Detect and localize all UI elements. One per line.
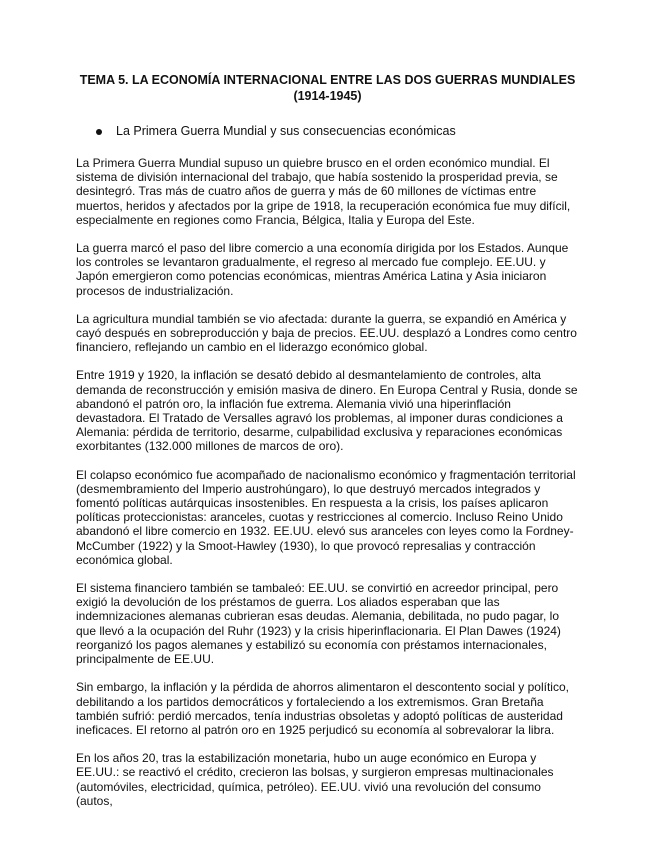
paragraph-2: La guerra marcó el paso del libre comercio a una economía dirigida por los Estados. Aunque los controles se levantaron gradualmente, el regreso al mercado fue complejo. EE.UU. y Japón emergieron como potencias económicas, mientras América Latina y Asia iniciaron procesos de industrialización. bbox=[76, 241, 569, 298]
title-line-1: TEMA 5. LA ECONOMÍA INTERNACIONAL ENTRE LAS DOS GUERRAS MUNDIALES bbox=[79, 73, 576, 87]
paragraph-3: La agricultura mundial también se vio afectada: durante la guerra, se expandió en América y cayó después en sobreproducción y baja de precios. EE.UU. desplazó a Londres como centro financiero, reflejando un cambio en el liderazgo económico global. bbox=[76, 311, 577, 355]
document-title bbox=[76, 72, 579, 104]
bullet-dot-icon bbox=[96, 129, 102, 135]
paragraph-1: La Primera Guerra Mundial supuso un quiebre brusco en el orden económico mundial. El sistema de división internacional del trabajo, que había sostenido la prosperidad previa, se desintegró. Tras más de cuatro años de guerra y más de 60 millones de víctimas entre muertos, heridos y afectados por la gripe de 1918, la recuperación económica fue muy difícil, especialmente en regiones como Francia, Bélgica, Italia y Europa del Este. bbox=[76, 156, 571, 227]
document-page bbox=[76, 72, 579, 822]
paragraph-6: El sistema financiero también se tambaleó: EE.UU. se convirtió en acreedor principal, pero exigió la devolución de los préstamos de guerra. Los aliados esperaban que las indemnizaciones alemanas cubrieran esas deudas. Alemania, debilitada, no pudo pagar, lo que llevó a la ocupación del Ruhr (1923) y la crisis hiperinflacionaria. El Plan Dawes (1924) reorganizó los pagos alemanes y estabilizó su economía con préstamos internacionales, principalmente de EE.UU. bbox=[76, 581, 561, 667]
paragraph-5: El colapso económico fue acompañado de nacionalismo económico y fragmentación territorial (desmembramiento del Imperio austrohúngaro), lo que destruyó mercados integrados y fomentó políticas autárquicas insostenibles. En respuesta a la crisis, los países aplicaron políticas proteccionistas: aranceles, cuotas y restricciones al comercio. Incluso Reino Unido abandonó el libre comercio en 1932. EE.UU. elevó sus aranceles con leyes como la Fordney-McCumber (1922) y la Smoot-Hawley (1930), lo que provocó represalias y contracción económica global. bbox=[76, 467, 576, 567]
paragraph-7: Sin embargo, la inflación y la pérdida de ahorros alimentaron el descontento social y político, debilitando a los partidos democráticos y fortaleciendo a los extremismos. Gran Bretaña también sufrió: perdió mercados, tenía industrias obsoletas y adoptó políticas de austeridad ineficaces. El retorno al patrón oro en 1925 perjudicó su economía al sobrevalorar la libra. bbox=[76, 680, 569, 737]
section-heading: La Primera Guerra Mundial y sus consecuencias económicas bbox=[116, 124, 456, 138]
title-line-2: (1914-1945) bbox=[293, 89, 362, 103]
paragraph-8: En los años 20, tras la estabilización monetaria, hubo un auge económico en Europa y EE.UU.: se reactivó el crédito, crecieron las bolsas, y surgieron empresas multinacionales (automóviles, electricidad, química, petróleo). EE.UU. vivió una revolución del consumo (autos, bbox=[76, 751, 554, 808]
section-bullet bbox=[96, 124, 579, 139]
paragraph-4: Entre 1919 y 1920, la inflación se desató debido al desmantelamiento de controles, alta demanda de reconstrucción y emisión masiva de dinero. En Europa Central y Rusia, donde se abandonó el patrón oro, la inflación fue extrema. Alemania vivió una hiperinflación devastadora. El Tratado de Versalles agravó los problemas, al imponer duras condiciones a Alemania: pérdida de territorio, desarme, culpabilidad exclusiva y reparaciones económicas exorbitantes (132.000 millones de marcos de oro). bbox=[76, 368, 578, 454]
